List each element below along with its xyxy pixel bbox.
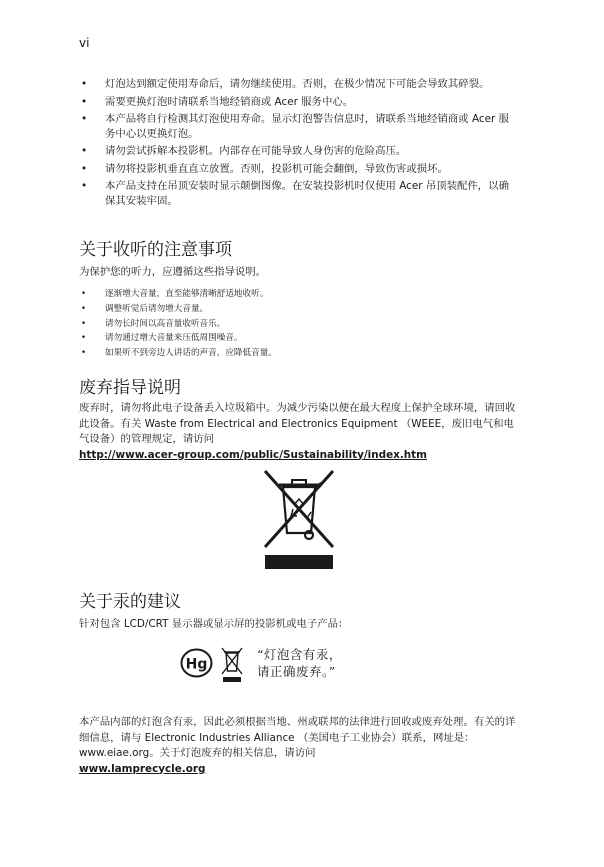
mercury-intro: 针对包含 LCD/CRT 显示器或显示屏的投影机或电子产品：: [79, 618, 349, 630]
hearing-heading: 关于收听的注意事项: [79, 240, 232, 260]
mercury-paragraph: [79, 715, 519, 777]
crossed-out-wheelie-bin-icon: [259, 465, 339, 570]
list-item: • 请勿通过增大音量来压低周围噪音。: [79, 332, 519, 345]
lamprecycle-link[interactable]: www.lamprecycle.org: [79, 762, 206, 775]
hearing-list: [79, 288, 519, 362]
notice-line: “灯泡含有汞，: [257, 647, 342, 662]
mercury-body: 本产品内部的灯泡含有汞，因此必须根据当地、州或联邦的法律进行回收或废弃处理。有关的详细信息，请与 Electronic Industries Alliance （美国电子工业协会）联系，网址是：www.eiae.org。关于灯泡废弃的相关信息，请访问: [79, 716, 516, 759]
disposal-heading: 废弃指导说明: [79, 378, 181, 398]
lamp-safety-list: [79, 77, 519, 211]
list-item: • 需要更换灯泡时请联系当地经销商或 Acer 服务中心。: [79, 95, 519, 110]
list-item: • 如果听不到旁边人讲话的声音，应降低音量。: [79, 347, 519, 360]
crossed-out-bin-icon: [219, 645, 245, 683]
weee-link[interactable]: http://www.acer-group.com/public/Sustainability/index.htm: [79, 448, 427, 461]
list-item: • 请勿长时间以高音量收听音乐。: [79, 318, 519, 331]
hg-badge-icon: [180, 648, 213, 678]
list-item: • 本产品将自行检测其灯泡使用寿命。显示灯泡警告信息时，请联系当地经销商或 Acer 服务中心以更换灯泡。: [79, 112, 519, 141]
list-item: • 灯泡达到额定使用寿命后，请勿继续使用。否则，在极少情况下可能会导致其碎裂。: [79, 77, 519, 92]
mercury-notice-text: [257, 646, 342, 680]
list-item: • 逐渐增大音量，直至能够清晰舒适地收听。: [79, 288, 519, 301]
mercury-notice: [180, 645, 380, 685]
list-item: • 调整听觉后请勿增大音量。: [79, 303, 519, 316]
disposal-paragraph: [79, 401, 519, 463]
list-item: • 本产品支持在吊顶安装时显示颠倒图像。在安装投影机时仅使用 Acer 吊顶装配件，以确保其安装牢固。: [79, 179, 519, 208]
list-item: • 请勿尝试拆解本投影机。内部存在可能导致人身伤害的危险高压。: [79, 144, 519, 159]
notice-line: 请正确废弃。”: [257, 664, 336, 679]
page-number: vi: [79, 36, 90, 50]
list-item: • 请勿将投影机垂直直立放置。否则，投影机可能会翻倒，导致伤害或损坏。: [79, 162, 519, 177]
disposal-body: 废弃时，请勿将此电子设备丢入垃圾箱中。为减少污染以便在最大程度上保护全球环境，请回收此设备。有关 Waste from Electrical and Electronics Equipment （WEEE，废旧电气和电气设备）的管理规定，请访问: [79, 402, 516, 445]
hg-label: Hg: [185, 656, 208, 673]
mercury-heading: 关于汞的建议: [79, 592, 181, 612]
hearing-intro: 为保护您的听力，应遵循这些指导说明。: [79, 266, 267, 278]
